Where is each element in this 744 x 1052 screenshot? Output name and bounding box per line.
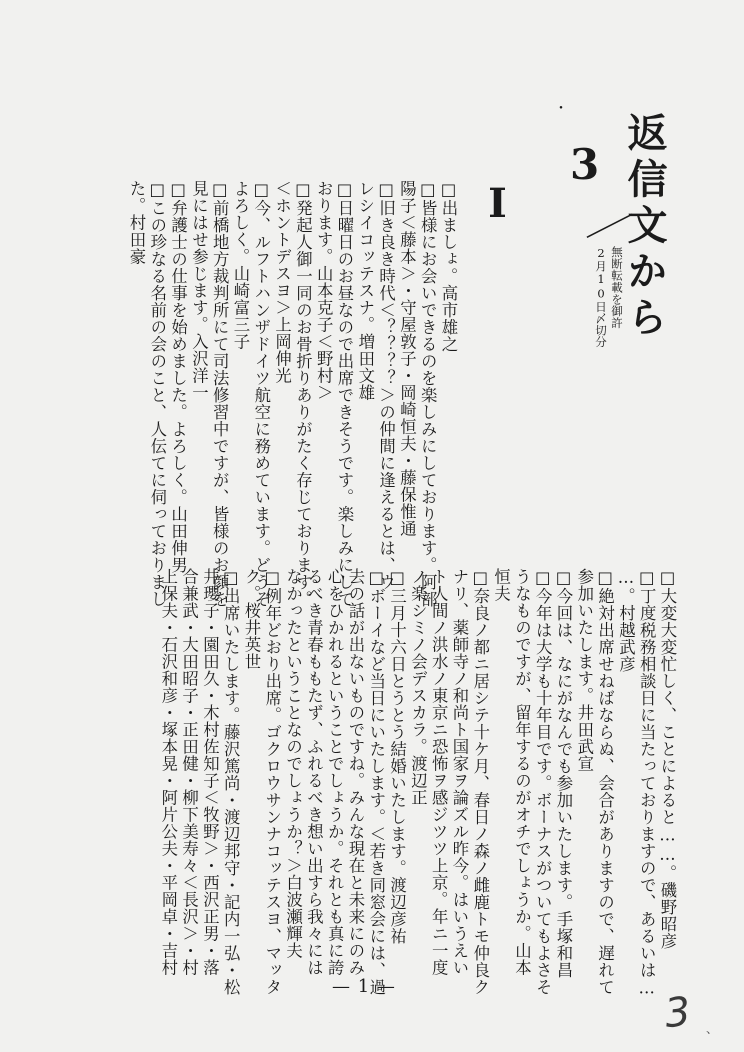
copyright-note: 無断転載を御許 — [610, 246, 624, 329]
text-column: 去の話が出ないものですね。みんな現在と未来にのみ — [346, 568, 365, 976]
section-numeral: I — [474, 180, 521, 227]
text-column: □丁度税務相談日に当たっておりますので、あるいは… — [637, 568, 657, 999]
text-column: □前橋地方裁判所にて司法修習中ですが、皆様のお顔を — [210, 180, 230, 608]
text-column: □出席いたします。藤沢篤尚・渡辺邦守・記内一弘・松 — [221, 568, 241, 996]
text-column: 見にはせ参じます。入沢洋一 — [189, 180, 209, 401]
text-column: □発起人御一同のお骨折りありがたく存じております。 — [293, 180, 313, 608]
text-column: □出ましょ。高市雄之 — [439, 180, 458, 353]
text-column: □日曜日のお昼なので出席できそうです。楽しみにして — [335, 180, 354, 608]
text-column: ナリ、薬師寺ノ和尚ト国家ヲ論ズル昨今。はいうえい — [450, 568, 469, 976]
text-column: 恒夫 — [491, 568, 511, 602]
text-column: よろしく。山崎富三子 — [231, 180, 250, 350]
text-column: □今、ルフトハンザドイツ航空に務めています。どうぞ — [251, 180, 271, 608]
text-column: 陽子＜藤本＞・守屋敦子・岡崎恒夫・藤保惟通 — [397, 180, 417, 537]
text-column: 上保夫・石沢和彦・塚本晃・阿片公夫・平岡卓・吉村 — [158, 568, 178, 976]
text-column: □奈良ノ都ニ居シテ十ケ月、春日ノ森ノ雌鹿トモ仲良ク — [470, 568, 490, 996]
text-column: た。村田豪 — [127, 180, 146, 265]
deadline-note: 2月10日〆切分 — [594, 246, 608, 348]
text-column: ト人間ノ洪水ノ東京ニ恐怖ヲ感ジツツ上京。年ニ一度 — [429, 568, 449, 976]
text-column: □この珍なる名前の会のこと、人伝てに伺っておりまし — [147, 180, 167, 608]
margin-dot: ・ — [554, 101, 568, 117]
handwritten-tick: 、 — [706, 1022, 719, 1036]
text-column: □今回は、なにがなんでも参加いたします。手塚和昌 — [554, 568, 573, 979]
text-column: □三月十六日とうとう結婚いたします。渡辺彦祐 — [387, 568, 407, 945]
text-column: なかったということなのでしょうか？＞白波瀬輝夫 — [283, 568, 303, 959]
text-column: □絶対出席せねばならぬ、会合がありますので、遅れて — [595, 568, 615, 996]
text-column: □ボーイなど当日にいたします。＜若き同窓会には、過 — [366, 568, 386, 996]
text-column: 合兼武・大田昭子・正田健・柳下美寿々＜長沢＞・村 — [179, 568, 199, 976]
text-column: …。村越武彦 — [616, 568, 636, 673]
text-column: ノ楽シミノ会デスカラ。渡辺正 — [408, 568, 428, 806]
text-column: うなものですが、留年するのがオチでしょうか。山本 — [512, 568, 532, 976]
text-column: おります。山本克子＜野村＞ — [314, 180, 334, 401]
text-column: □大変大変忙しく、ことによると……。磯野昭彦 — [658, 568, 677, 950]
page-title: 返信文から — [621, 112, 668, 342]
text-column: □旧き良き時代＜？？？？＞の仲間に逢えるとは、ウ — [376, 180, 396, 591]
issue-number: 3 — [570, 140, 600, 189]
page-number: — 1 — — [332, 976, 396, 997]
text-column: □弁護士の仕事を始めました。よろしく。山田伸男 — [168, 180, 188, 574]
text-column: □例年どおり出席。ゴクロウサンナコッテスヨ、マッタ — [262, 568, 282, 996]
title-slash: ／ — [582, 199, 636, 256]
text-column: □今年は大学も十年目です。ボーナスがついてもよさそ — [533, 568, 553, 996]
text-column: るべき青春ももたず、ふれるべき想い出すら我々には — [304, 568, 324, 976]
text-column: 井瓔子・園田久・木村佐知子＜牧野＞・西沢正男・落 — [200, 568, 220, 976]
text-column: 参加いたします。井田武宣 — [574, 568, 594, 772]
text-column: レシイコッテスナ。増田文雄 — [355, 180, 375, 401]
handwritten-page-mark: 3 — [662, 988, 693, 1038]
text-column: □皆様にお会いできるのを楽しみにしております。阿部 — [418, 180, 438, 608]
text-column: ク。桜井英世 — [242, 568, 261, 670]
text-column: 心をひかれるということでしょうか。それとも真に誇 — [325, 568, 345, 976]
text-column: ＜ホントデスヨ＞上岡伸光 — [272, 180, 292, 384]
